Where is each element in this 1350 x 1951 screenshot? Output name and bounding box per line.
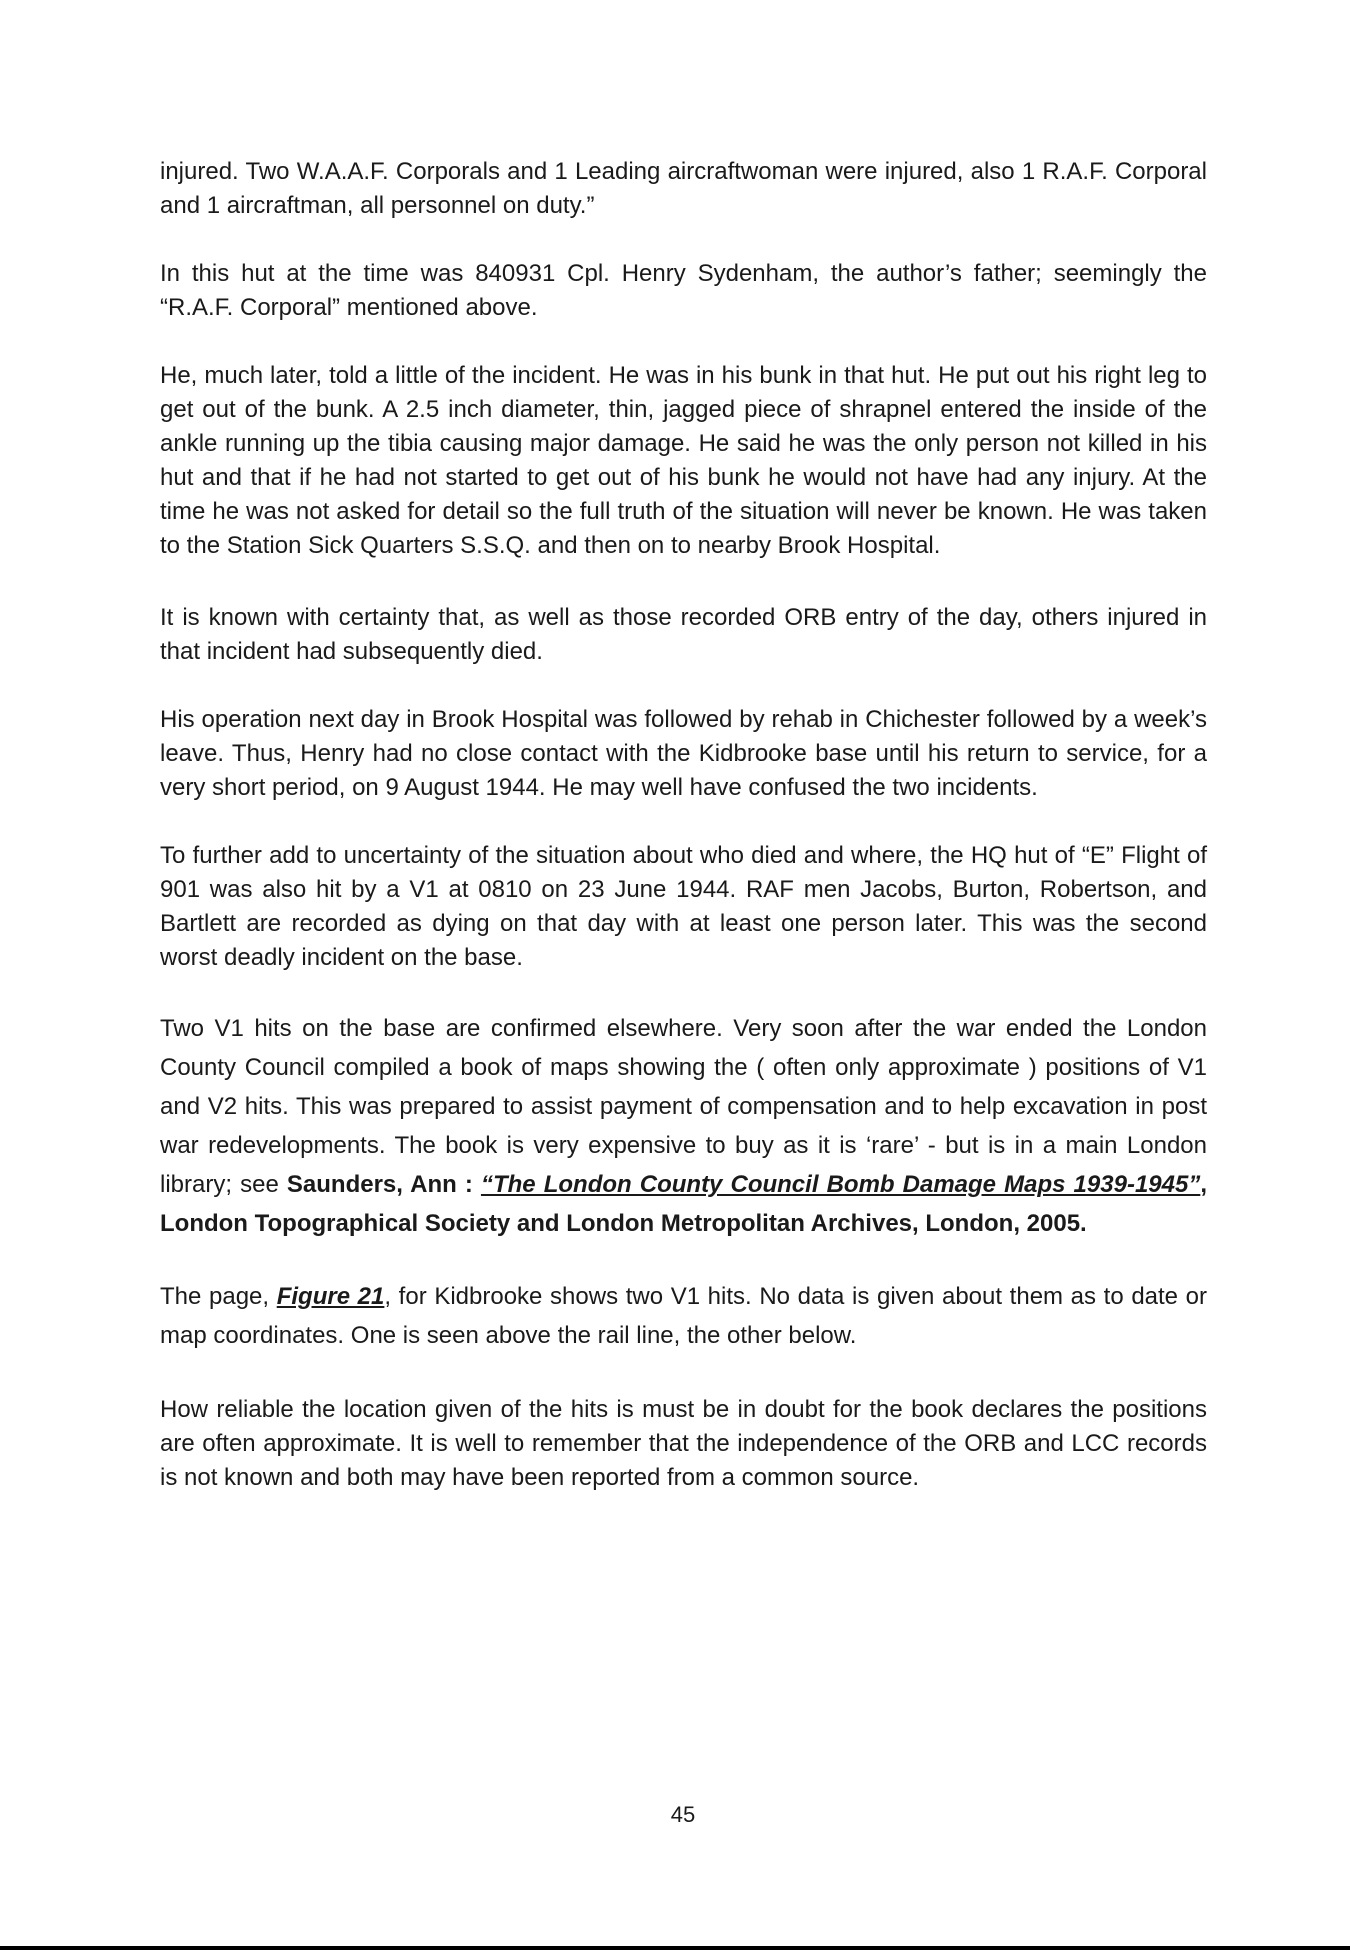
page-body [160, 155, 1207, 1495]
paragraph-hut-occupant: In this hut at the time was 840931 Cpl. Henry Sydenham, the author’s father; seemingly the “R.A.F. Corporal” mentioned above. [160, 260, 1207, 321]
bottom-border [0, 1946, 1350, 1950]
paragraph-subsequent-deaths: It is known with certainty that, as well as those recorded ORB entry of the day, others injured in that incident had subsequently died. [160, 604, 1207, 665]
citation-book-title: “The London County Council Bomb Damage Maps 1939-1945” [480, 1171, 1201, 1198]
paragraph-figure-reference [160, 1277, 1207, 1355]
paragraph-lcc-maps [160, 1009, 1207, 1243]
paragraph-hq-hut-hit: To further add to uncertainty of the situation about who died and where, the HQ hut of “E” Flight of 901 was also hit by a V1 at 0810 on 23 June 1944. RAF men Jacobs, Burton, Robertson, and Bartlett are recorded as dying on that day with at least one person later. This was the second worst deadly incident on the base. [160, 842, 1207, 971]
citation-author: Saunders, Ann : [286, 1171, 481, 1198]
paragraph-operation-rehab: His operation next day in Brook Hospital was followed by rehab in Chichester followed by a week’s leave. Thus, Henry had no close contact with the Kidbrooke base until his return to service, for a very short period, on 9 August 1944. He may well have confused the two incidents. [160, 706, 1207, 801]
paragraph-injured-personnel: injured. Two W.A.A.F. Corporals and 1 Leading aircraftwoman were injured, also 1 R.A.F. Corporal and 1 aircraftman, all personnel on duty.” [160, 158, 1207, 219]
figure-ref-text-before: The page, [160, 1283, 277, 1310]
figure-21-link[interactable]: Figure 21 [276, 1283, 385, 1310]
page-number: 45 [670, 1802, 696, 1827]
citation-publisher: , London Topographical Society and London Metropolitan Archives, London, 2005. [160, 1171, 1208, 1237]
figure-ref-text-after: , for Kidbrooke shows two V1 hits. No data is given about them as to date or map coordinates. One is seen above the rail line, the other below. [160, 1283, 1208, 1349]
paragraph-incident-account: He, much later, told a little of the incident. He was in his bunk in that hut. He put out his right leg to get out of the bunk. A 2.5 inch diameter, thin, jagged piece of shrapnel entered the inside of the ankle running up the tibia causing major damage. He said he was the only person not killed in his hut and that if he had not started to get out of his bunk he would not have had any injury. At the time he was not asked for detail so the full truth of the situation will never be known. He was taken to the Station Sick Quarters S.S.Q. and then on to nearby Brook Hospital. [160, 362, 1207, 559]
paragraph-reliability: How reliable the location given of the hits is must be in doubt for the book declares the positions are often approximate. It is well to remember that the independence of the ORB and LCC records is not known and both may have been reported from a common source. [160, 1396, 1207, 1491]
lcc-maps-text: Two V1 hits on the base are confirmed elsewhere. Very soon after the war ended the London County Council compiled a book of maps showing the ( often only approximate ) positions of V1 and V2 hits. This was prepared to assist payment of compensation and to help excavation in post war redevelopments. The book is very expensive to buy as it is ‘rare’ - but is in a main London library; see [160, 1015, 1207, 1198]
